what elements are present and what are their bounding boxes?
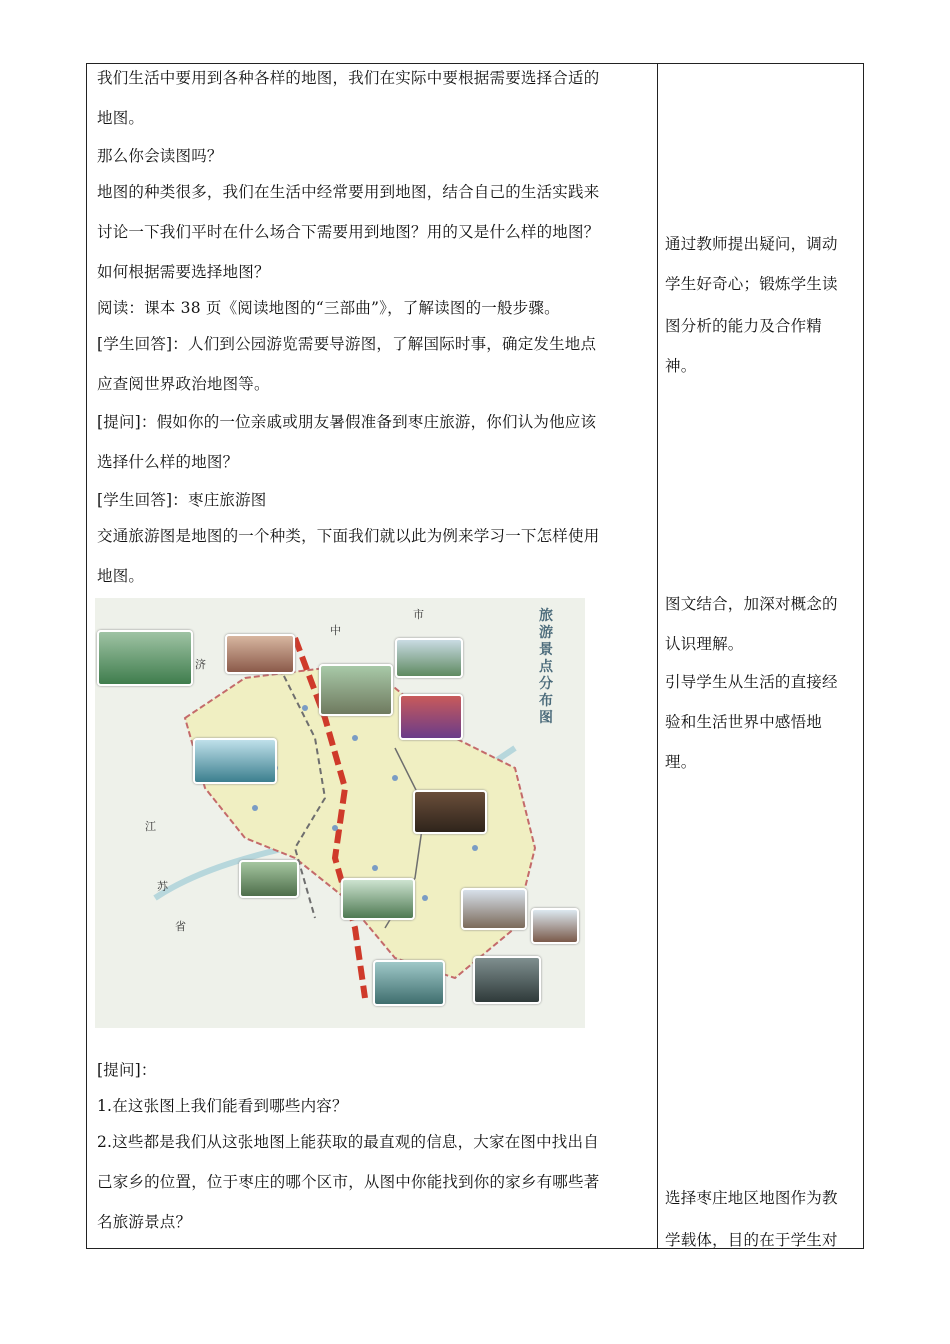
content-line: 地图。 [97,109,145,127]
content-line: 地图。 [97,567,145,585]
intent-line: 学生好奇心；锻炼学生读 [665,275,838,293]
content-line: 地图的种类很多，我们在生活中经常要用到地图，结合自己的生活实践来 [97,183,600,201]
map-label: 市 [413,608,424,621]
scenic-photo [225,634,295,674]
scenic-photo [395,638,463,678]
map-label: 中 [330,624,341,637]
intent-line: 认识理解。 [665,635,744,653]
question-line: 己家乡的位置，位于枣庄的哪个区市，从图中你能找到你的家乡有哪些著 [97,1173,600,1191]
scenic-photo [193,738,277,784]
content-line: 那么你会读图吗？ [97,147,223,165]
scenic-photo [531,908,579,944]
content-line: 如何根据需要选择地图？ [97,263,270,281]
question-line: 名旅游景点？ [97,1213,192,1231]
intent-line: 神。 [665,357,697,375]
intent-line: 引导学生从生活的直接经 [665,673,838,691]
intent-line: 理。 [665,753,697,771]
intent-line: 图文结合，加深对概念的 [665,595,838,613]
map-label: 省 [175,920,186,933]
intent-line: 图分析的能力及合作精 [665,317,823,335]
map-label: 江 [145,820,156,833]
intent-line: 选择枣庄地区地图作为教 [665,1189,838,1207]
column-divider [657,64,658,1248]
scenic-photo [399,694,463,740]
intent-line: 学载体，目的在于学生对 [665,1231,838,1249]
content-line: 应查阅世界政治地图等。 [97,375,270,393]
question-line: 2.这些都是我们从这张地图上能获取的最直观的信息，大家在图中找出自 [97,1133,599,1151]
content-line: [提问]：假如你的一位亲戚或朋友暑假准备到枣庄旅游，你们认为他应该 [97,413,597,431]
lesson-plan-table [86,63,864,1249]
content-line: 交通旅游图是地图的一个种类，下面我们就以此为例来学习一下怎样使用 [97,527,600,545]
intent-line: 通过教师提出疑问，调动 [665,235,838,253]
question-line: 1.在这张图上我们能看到哪些内容？ [97,1097,348,1115]
scenic-photo [97,630,193,686]
map-label: 苏 [157,880,168,893]
question-line: [提问]： [97,1061,157,1079]
content-line: [学生回答]：人们到公园游览需要导游图，了解国际时事，确定发生地点 [97,335,597,353]
intent-line: 验和生活世界中感悟地 [665,713,823,731]
content-line: 我们生活中要用到各种各样的地图，我们在实际中要根据需要选择合适的 [97,69,600,87]
scenic-photo [461,888,527,930]
scenic-photo [341,878,415,920]
content-line: 阅读：课本 38 页《阅读地图的“三部曲”》，了解读图的一般步骤。 [97,299,560,317]
scenic-photo [413,790,487,834]
map-title: 旅游景点分布图 [539,608,553,726]
scenic-photo [373,960,445,1006]
scenic-photo [473,956,541,1004]
zaozhuang-tourist-map [95,598,585,1028]
scenic-photo [239,860,299,898]
content-line: [学生回答]：枣庄旅游图 [97,491,267,509]
scenic-photo [319,664,393,716]
map-label: 济 [195,658,206,671]
content-line: 讨论一下我们平时在什么场合下需要用到地图？用的又是什么样的地图？ [97,223,600,241]
content-line: 选择什么样的地图？ [97,453,239,471]
